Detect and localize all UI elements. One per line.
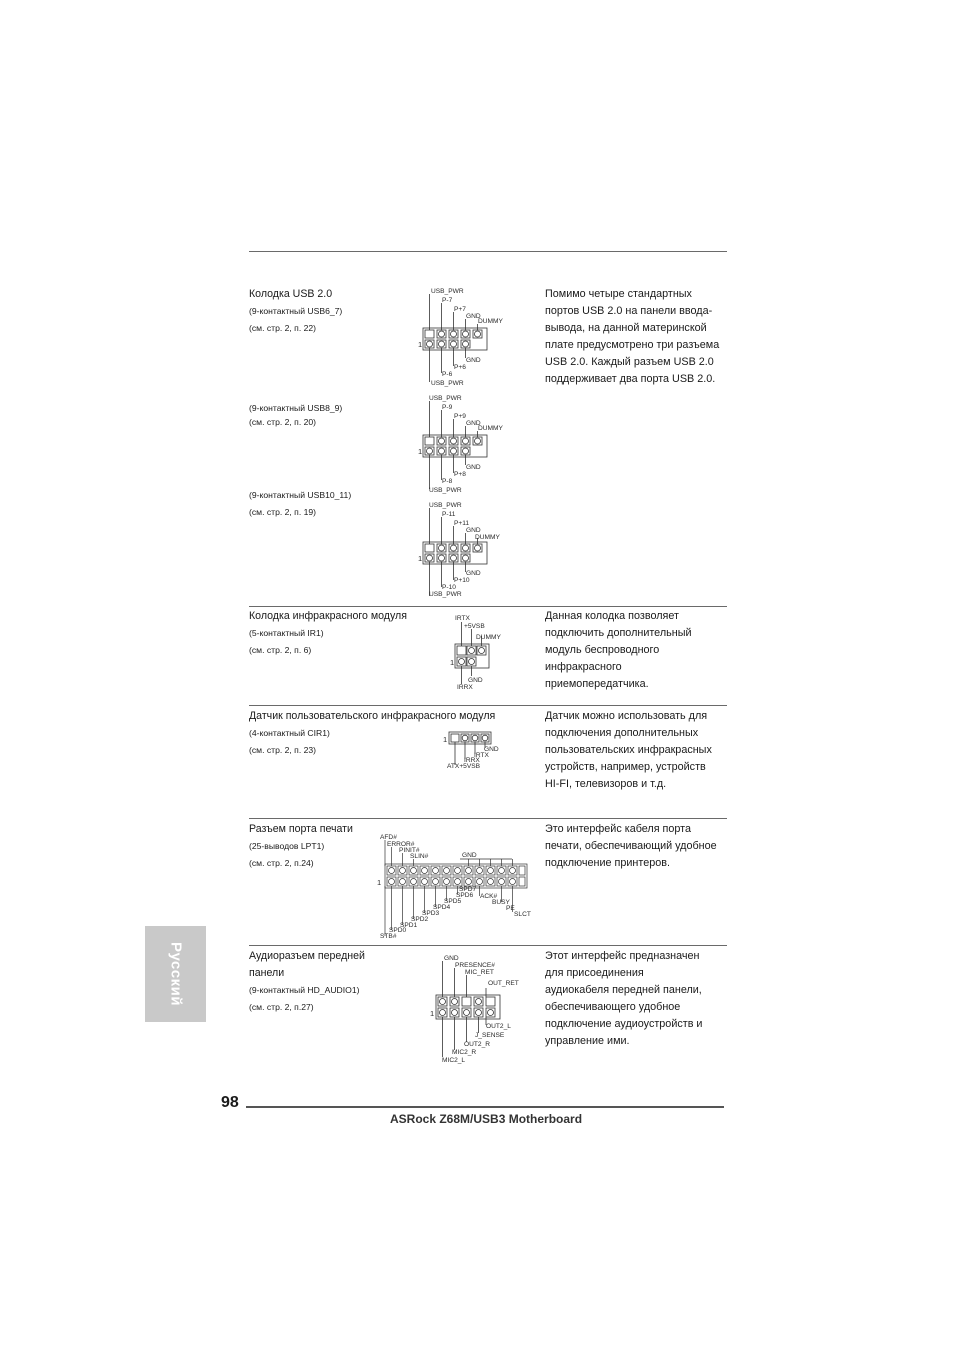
pin-label: ATX+5VSB — [447, 763, 481, 770]
pin-label: P+10 — [454, 577, 470, 584]
pin-label: GND — [466, 420, 481, 427]
ir-pin-count: (5-контактный IR1) — [249, 628, 324, 638]
top-rule — [249, 251, 727, 252]
pin-label: P+6 — [454, 364, 466, 371]
pin-label: SPD0 — [389, 927, 407, 934]
pin1-marker: 1 — [418, 340, 423, 349]
usb1011-pinout-diagram — [418, 500, 508, 600]
cir-header-title: Датчик пользовательского инфракрасного модуля — [249, 710, 496, 722]
pin-label: P+11 — [454, 520, 470, 527]
pin-label: SPD2 — [411, 916, 429, 923]
pin-label: SPD4 — [433, 904, 451, 911]
ir-description: Данная колодка позволяет подключить дополнительный модуль беспроводного инфракрасного приемопередатчика. — [545, 610, 692, 690]
language-label: Русский — [167, 941, 184, 1007]
pin-label: DUMMY — [478, 425, 503, 432]
pin-label: PINIT# — [399, 847, 420, 854]
usb1011-page-ref: (см. стр. 2, п. 19) — [249, 507, 317, 517]
pin1-marker: 1 — [443, 735, 448, 744]
pin-label: USB_PWR — [429, 487, 462, 494]
pin-label: IRRX — [464, 757, 480, 764]
pin-label: SLIN# — [410, 853, 429, 860]
audio-description: Этот интерфейс предназначен для присоединения аудиокабеля передней панели, обеспечивающего удобное подключение аудиоустройств и управление ими. — [545, 950, 703, 1047]
pin-label: P-7 — [442, 297, 453, 304]
ir-pinout-diagram — [448, 612, 518, 692]
pin-label: SPD5 — [444, 898, 462, 905]
ir-page-ref: (см. стр. 2, п. 6) — [249, 645, 312, 655]
lpt-description: Это интерфейс кабеля порта печати, обеспечивающий удобное подключение принтеров. — [545, 823, 717, 869]
pin-label: MIC2_R — [452, 1049, 477, 1056]
pin-label: P-8 — [442, 478, 453, 485]
pin-label: GND — [466, 313, 481, 320]
pin-label: BUSY — [492, 899, 510, 906]
pin-label: +5VSB — [464, 623, 485, 630]
pin-label: GND — [484, 746, 499, 753]
usb89-pinout-diagram — [418, 393, 508, 493]
cir-page-ref: (см. стр. 2, п. 23) — [249, 745, 317, 755]
pin-label: GND — [462, 852, 477, 859]
pin-label: MIC_RET — [465, 969, 494, 976]
pin-label: SPD7 — [459, 886, 477, 893]
pin1-marker: 1 — [418, 554, 423, 563]
pin-label: USB_PWR — [429, 591, 462, 598]
pin-label: USB_PWR — [431, 288, 464, 295]
section-rule — [249, 606, 727, 607]
lpt-header-title: Разъем порта печати — [249, 823, 353, 835]
usb67-pinout-diagram — [418, 286, 508, 386]
usb89-page-ref: (см. стр. 2, п. 20) — [249, 417, 317, 427]
pin-label: OUT2_L — [486, 1023, 511, 1030]
pin-label: J_SENSE — [475, 1032, 505, 1039]
pin-label: SPD1 — [400, 922, 418, 929]
audio-header-title: Аудиоразъем передней — [249, 950, 365, 962]
pin-label: PE — [506, 905, 515, 912]
pin-label: SLCT — [514, 911, 531, 918]
lpt-pinout-diagram — [376, 832, 536, 942]
pin1-marker: 1 — [430, 1009, 435, 1018]
footer-model: ASRock Z68M/USB3 Motherboard — [390, 1112, 583, 1126]
cir-pinout-diagram — [442, 731, 512, 781]
pin-label: GND — [466, 464, 481, 471]
pin-label: USB_PWR — [429, 502, 462, 509]
pin-label: P-9 — [442, 404, 453, 411]
pin-label: OUT2_R — [464, 1041, 491, 1048]
pin-label: MIC2_L — [442, 1057, 466, 1064]
section-rule — [249, 945, 727, 946]
pin1-marker: 1 — [450, 658, 455, 667]
audio-header-title-line2: панели — [249, 967, 285, 979]
pin-label: PRESENCE# — [455, 962, 495, 969]
section-rule — [249, 818, 727, 819]
cir-description: Датчик можно использовать для подключения дополнительных пользовательских инфракрасных устройств, например, устройств HI-FI, телевизоров и т.д. — [545, 710, 712, 790]
language-side-tab — [145, 926, 206, 1022]
pin-label: DUMMY — [476, 634, 501, 641]
ir-header-title: Колодка инфракрасного модуля — [249, 610, 407, 622]
pin-label: P-11 — [442, 511, 456, 518]
page-number: 98 — [221, 1094, 239, 1111]
pin-label: ACK# — [480, 893, 498, 900]
pin-label: AFD# — [380, 834, 397, 841]
pin-label: P+8 — [454, 471, 466, 478]
pin-label: P+9 — [454, 413, 466, 420]
pin-label: IRRX — [457, 684, 473, 691]
lpt-page-ref: (см. стр. 2, п.24) — [249, 858, 314, 868]
pin-label: OUT_RET — [488, 980, 519, 987]
pin-label: GND — [468, 677, 483, 684]
pin-label: P+7 — [454, 306, 466, 313]
section-rule — [249, 705, 727, 706]
pin-label: STB# — [380, 933, 397, 940]
pin-label: SPD6 — [456, 892, 474, 899]
footer-rule — [246, 1106, 724, 1108]
pin-label: GND — [466, 357, 481, 364]
audio-page-ref: (см. стр. 2, п.27) — [249, 1002, 314, 1012]
usb67-pin-count: (9-контактный USB6_7) — [249, 306, 343, 316]
usb-header-title: Колодка USB 2.0 — [249, 288, 333, 300]
pin-label: GND — [466, 527, 481, 534]
pin-label: IRTX — [474, 752, 489, 759]
usb89-pin-count: (9-контактный USB8_9) — [249, 403, 343, 413]
usb67-page-ref: (см. стр. 2, п. 22) — [249, 323, 317, 333]
hd-audio-pinout-diagram — [428, 951, 528, 1066]
pin-label: GND — [466, 570, 481, 577]
cir-pin-count: (4-контактный CIR1) — [249, 728, 330, 738]
pin1-marker: 1 — [418, 447, 423, 456]
pin-label: P-10 — [442, 584, 456, 591]
pin-label: ERROR# — [387, 841, 415, 848]
pin-label: P-6 — [442, 371, 453, 378]
pin-label: IRTX — [455, 615, 470, 622]
pin-label: GND — [444, 955, 459, 962]
lpt-pin-count: (25-выводов LPT1) — [249, 841, 325, 851]
usb-description: Помимо четыре стандартных портов USB 2.0 на панели ввода- вывода, на данной материнской плате предусмотрено три разъема USB 2.0. Каждый разъем USB 2.0 поддерживает два порта USB 2.0. — [545, 288, 720, 385]
pin-label: USB_PWR — [431, 380, 464, 387]
pin-label: SPD3 — [422, 910, 440, 917]
audio-pin-count: (9-контактный HD_AUDIO1) — [249, 985, 360, 995]
pin-label: DUMMY — [475, 534, 500, 541]
usb1011-pin-count: (9-контактный USB10_11) — [249, 490, 352, 500]
pin-label: DUMMY — [478, 318, 503, 325]
pin1-marker: 1 — [377, 878, 382, 887]
pin-label: USB_PWR — [429, 395, 462, 402]
